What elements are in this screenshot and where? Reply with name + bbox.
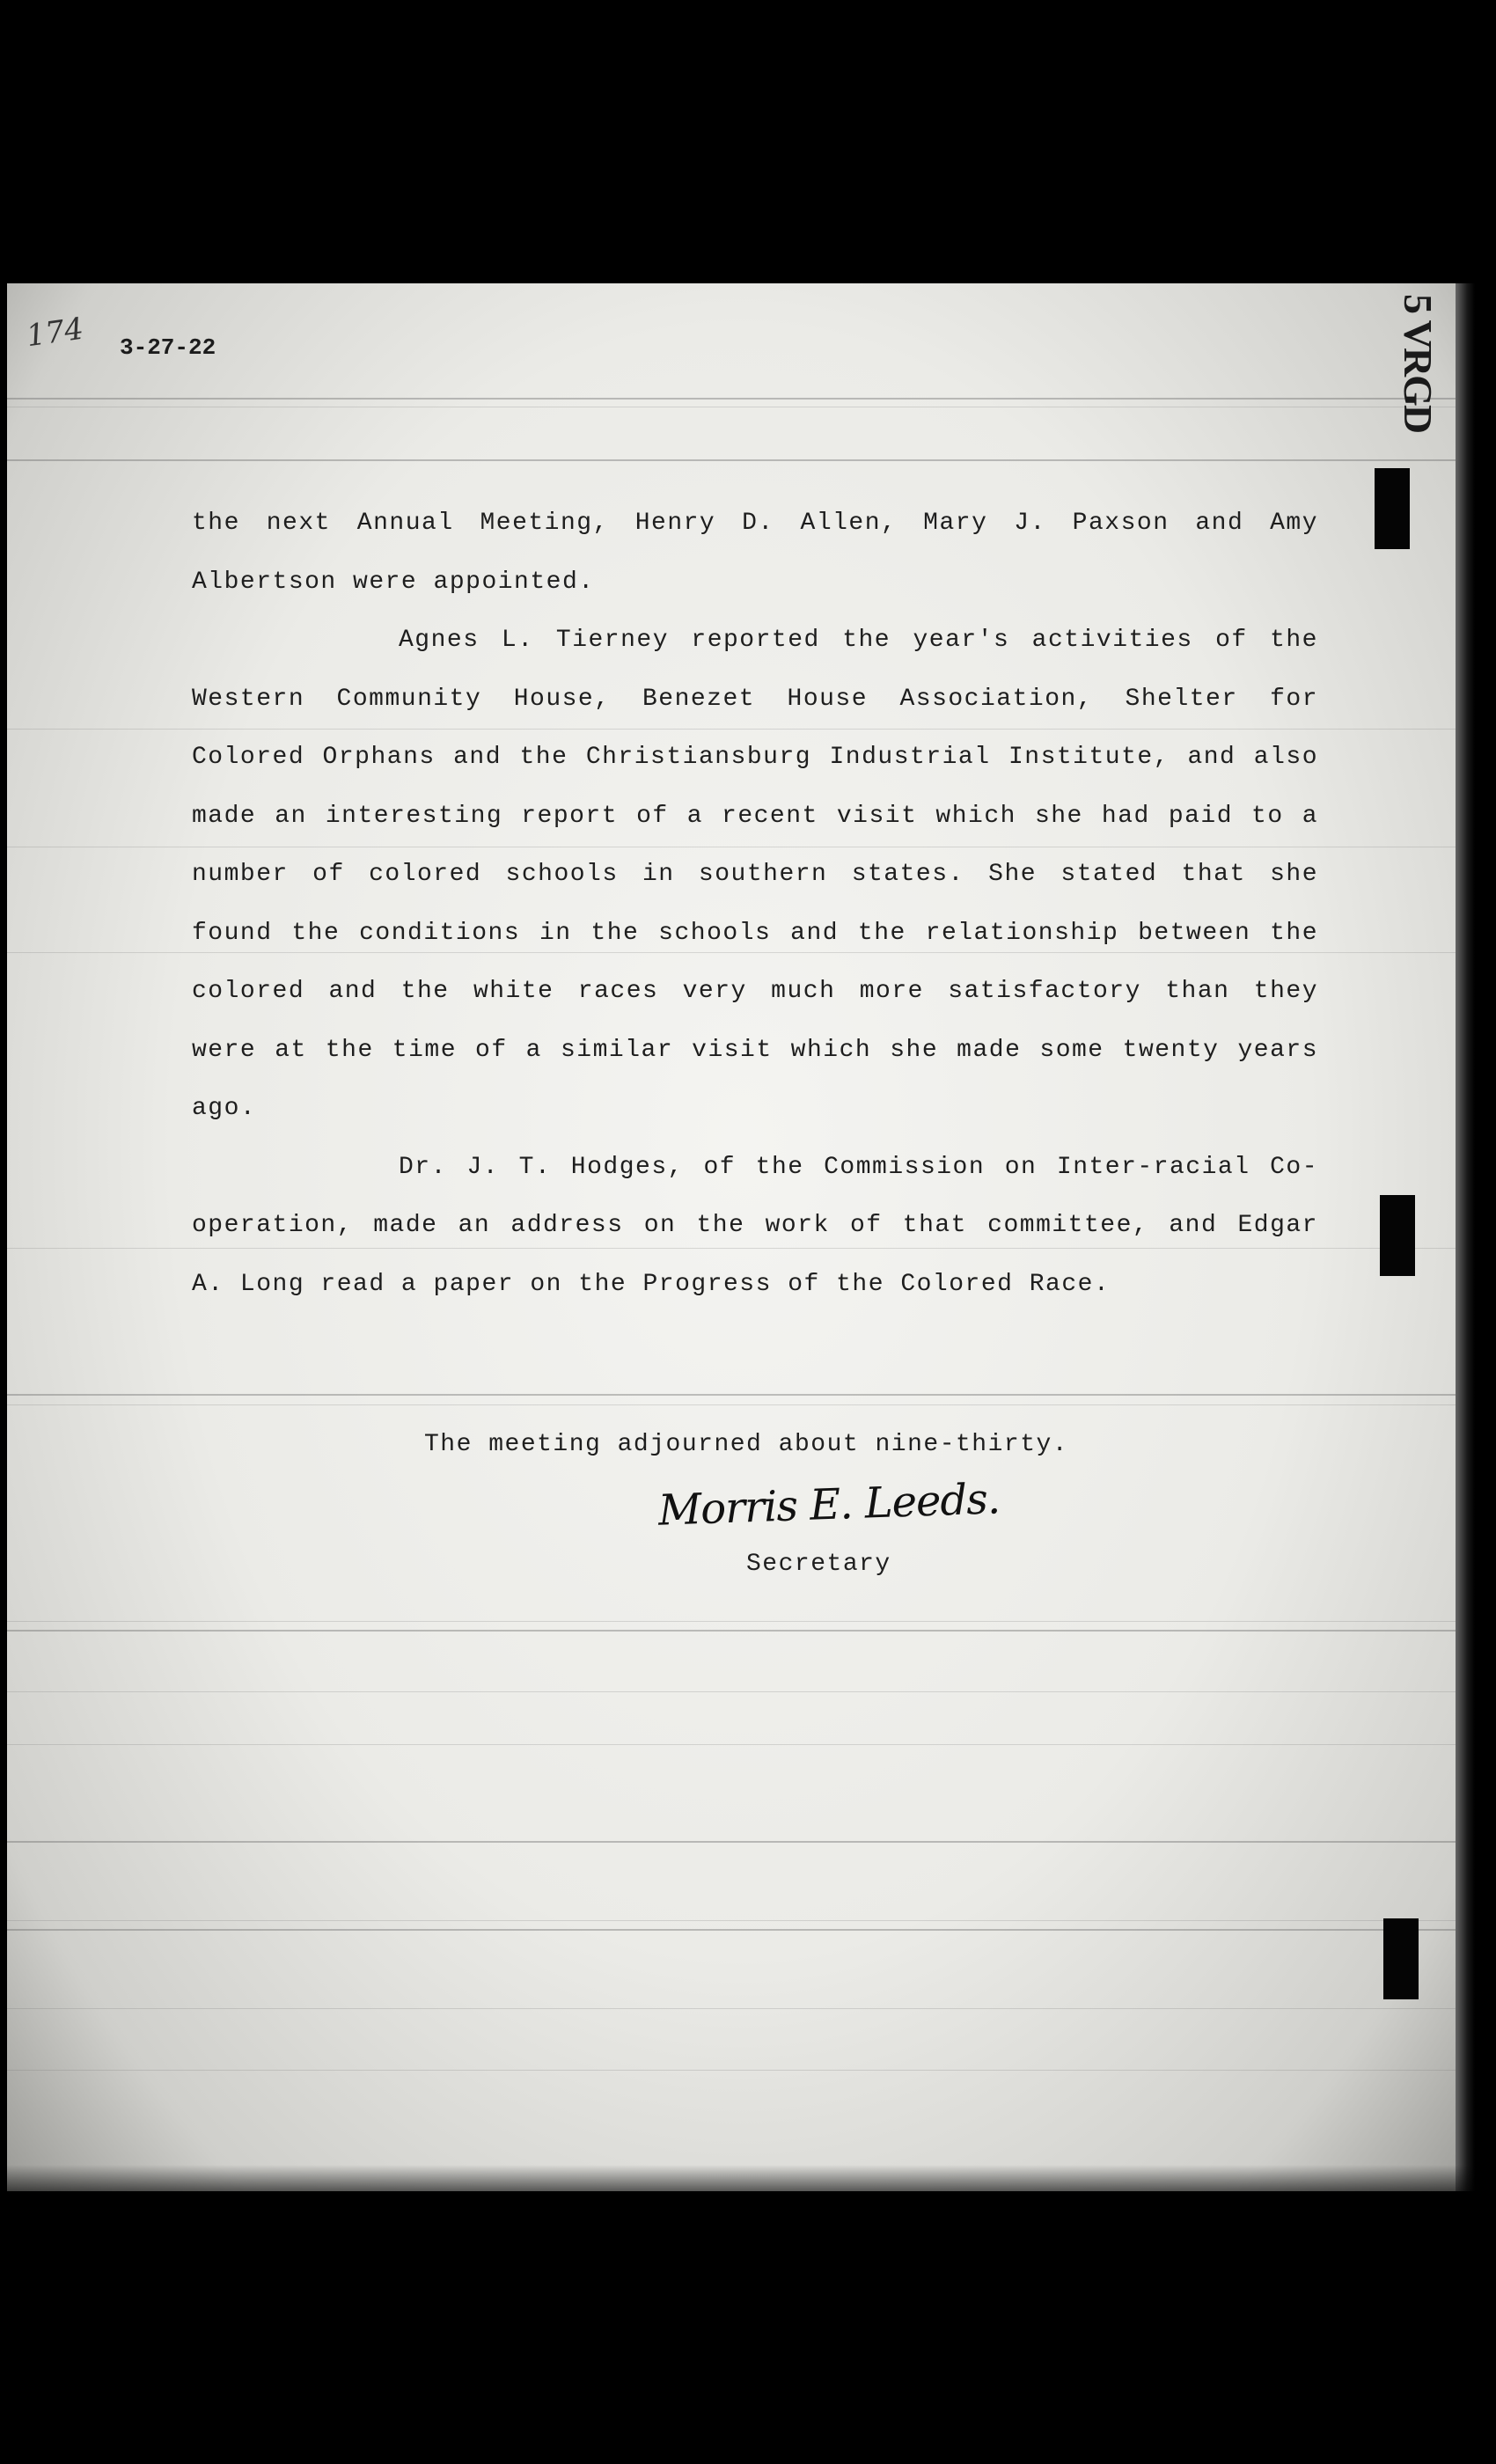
adjournment-line: The meeting adjourned about nine-thirty. <box>424 1431 1069 1458</box>
document-page <box>7 283 1475 2191</box>
ruled-line <box>7 1630 1475 1632</box>
paragraph-tierney-report: Agnes L. Tierney reported the year's activities of the Western Community House, Benezet House Association, Shelter for Colored Orphans and the Christiansburg Industrial Institute, and also made an interesting report of a recent visit which she had paid to a number of colored schools in southern states. She stated that she found the conditions in the schools and the relationship between the colored and the white races very much more satisfactory than they were at the time of a similar visit which she made some twenty years ago. <box>192 627 1318 1122</box>
entry-date: 3-27-22 <box>120 334 216 361</box>
ruled-line <box>7 1621 1475 1622</box>
minutes-body <box>192 495 1318 1314</box>
ruled-line <box>7 1841 1475 1843</box>
signatory-title: Secretary <box>746 1551 891 1578</box>
ruled-line <box>7 1404 1475 1405</box>
paragraph-hodges-address: Dr. J. T. Hodges, of the Commission on Inter-racial Co-operation, made an address on the work of that committee, and Edgar A. Long read a paper on the Progress of the Colored Race. <box>192 1153 1318 1298</box>
ruled-line <box>7 1929 1475 1931</box>
ruled-line <box>7 1394 1475 1396</box>
index-tab-marker <box>1375 468 1410 549</box>
ruled-line <box>7 1744 1475 1745</box>
archive-stamp: 5 VRGD <box>1396 294 1441 433</box>
paragraph-appointments: the next Annual Meeting, Henry D. Allen, Mary J. Paxson and Amy Albertson were appointed. <box>192 510 1318 596</box>
index-tab-marker <box>1380 1195 1415 1276</box>
ruled-line <box>7 2070 1475 2071</box>
folio-number: 174 <box>24 311 86 355</box>
ruled-line <box>7 459 1475 461</box>
secretary-signature: Morris E. Leeds. <box>657 1474 1001 1536</box>
page-bottom-shadow <box>7 2165 1475 2191</box>
page-edge-shadow <box>1456 283 1475 2191</box>
ruled-line <box>7 1920 1475 1921</box>
index-tab-marker <box>1383 1918 1419 1999</box>
ruled-line <box>7 1691 1475 1692</box>
ruled-line <box>7 2008 1475 2009</box>
ruled-line <box>7 398 1475 400</box>
